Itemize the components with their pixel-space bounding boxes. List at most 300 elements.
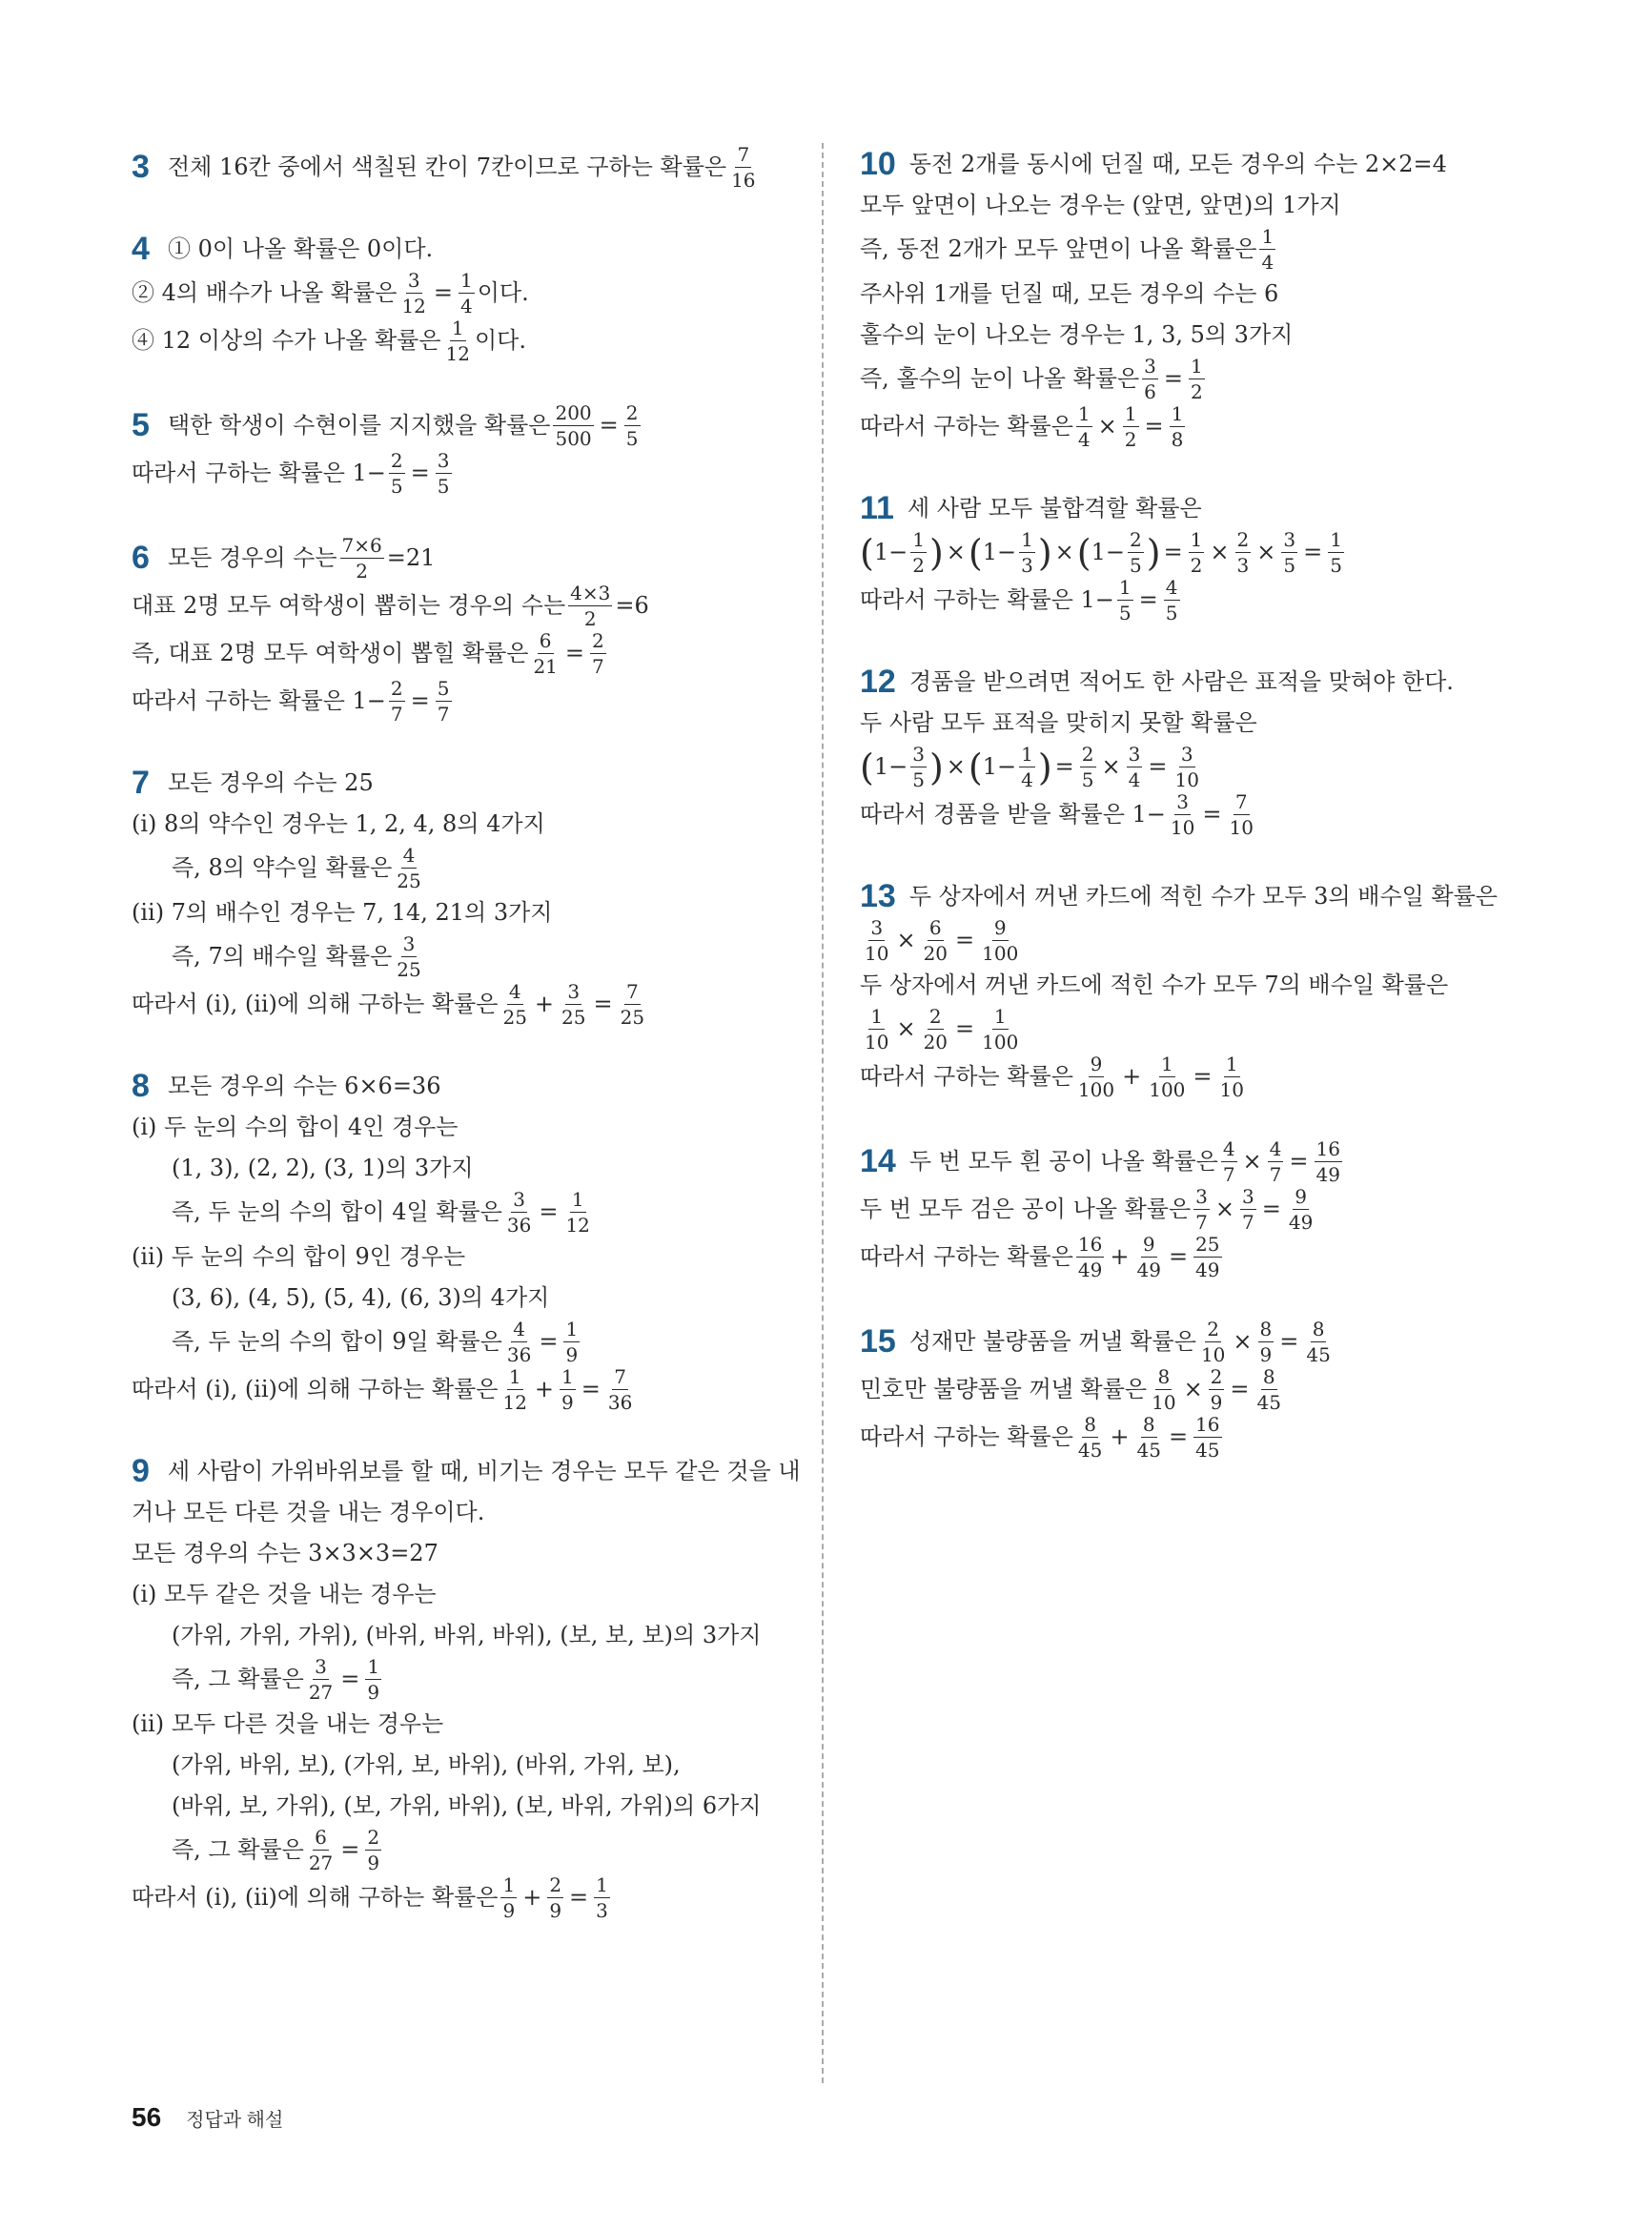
- denominator: 5: [625, 427, 639, 450]
- numerator: 4×3: [570, 582, 611, 604]
- fraction: [436, 450, 452, 497]
- fraction: [1199, 1319, 1227, 1365]
- denominator: 5: [1330, 554, 1342, 577]
- numerator: 2: [928, 1005, 942, 1028]
- fraction: [1019, 529, 1035, 576]
- text: 두 상자에서 꺼낸 카드에 적힌 수가 모두 3의 배수일 확률은: [908, 882, 1498, 910]
- fraction: [729, 144, 757, 191]
- fraction: [1150, 1366, 1177, 1413]
- solution-line: [860, 274, 1527, 314]
- text: ② 4의 배수가 나올 확률은: [132, 279, 398, 307]
- denominator: 10: [1219, 1078, 1244, 1101]
- problem-7: [132, 763, 799, 1028]
- fraction: [389, 450, 405, 497]
- numerator: 7×6: [341, 534, 382, 557]
- problem-10: [860, 144, 1527, 450]
- numerator: 1: [571, 1188, 584, 1211]
- solution-line: ( 1− $\frac{3}{5}$ ) × ( 1− $\frac{1}{4}$ ) = $\frac{2}{5}$ × $\frac{3}{4}$ = $\frac{3}{10}$: [860, 743, 1199, 791]
- text: (ⅰ) 8의 약수인 경우는 1, 2, 4, 8의 4가지: [132, 809, 545, 837]
- numerator: 1: [367, 1655, 380, 1678]
- numerator: 2: [1210, 1365, 1223, 1388]
- solution-line: 따라서 경품을 받을 확률은 1− $\frac{3}{10}$ = $\frac{7}{10}$: [860, 790, 1254, 839]
- numerator: 25: [1195, 1233, 1220, 1256]
- text: (ⅱ) 모두 다른 것을 내는 경우는: [132, 1709, 444, 1737]
- column-divider: [822, 143, 824, 2083]
- fraction: [1127, 744, 1143, 790]
- numerator: 3: [870, 916, 884, 939]
- solution-line: [860, 876, 1527, 916]
- solution-line: [132, 535, 799, 582]
- text: 두 번 모두 검은 공이 나올 확률은: [860, 1196, 1192, 1223]
- solution-line: [860, 226, 1527, 273]
- text: 따라서 (ⅰ), (ⅱ)에 의해 구하는 확률은: [132, 1884, 499, 1912]
- problem-3: [132, 144, 799, 191]
- problem-number: 13: [860, 877, 896, 914]
- problem-number: 10: [860, 145, 896, 182]
- text: 경품을 받으려면 적어도 한 사람은 표적을 맞혀야 한다.: [908, 667, 1454, 695]
- text: 두 상자에서 꺼낸 카드에 적힌 수가 모두 7의 배수일 확률은: [860, 971, 1449, 998]
- denominator: 9: [367, 1852, 380, 1874]
- page-number: 56: [132, 2102, 162, 2132]
- numerator: 1: [1330, 528, 1342, 551]
- numerator: 4: [1269, 1137, 1282, 1160]
- solution-line: 따라서 구하는 확률은 1− $\frac{1}{5}$ = $\frac{4}{5}$: [860, 576, 1178, 624]
- denominator: 5: [1165, 602, 1178, 624]
- text: 즉, 그 확률은: [172, 1666, 304, 1693]
- numerator: 2: [390, 677, 403, 700]
- fraction: [863, 917, 890, 964]
- numerator: 2: [390, 449, 403, 472]
- text: 두 번 모두 흰 공이 나올 확률은: [908, 1148, 1218, 1176]
- denominator: 4: [1261, 251, 1275, 274]
- denominator: 100: [982, 1031, 1019, 1054]
- text: 모든 경우의 수는 3×3×3=27: [132, 1539, 438, 1566]
- text: 모두 앞면이 나오는 경우는 (앞면, 앞면)의 1가지: [860, 191, 1341, 218]
- fraction: [910, 744, 927, 790]
- solution-line: [860, 315, 1527, 355]
- numerator: 2: [1130, 528, 1142, 551]
- denominator: 5: [1130, 554, 1142, 577]
- problem-number: 6: [132, 540, 150, 577]
- numerator: 4: [1222, 1137, 1235, 1160]
- denominator: 5: [912, 768, 925, 791]
- solution-line: [860, 144, 1527, 184]
- numerator: 1: [1077, 402, 1091, 425]
- denominator: 20: [923, 942, 948, 965]
- numerator: 8: [1262, 1365, 1275, 1388]
- numerator: 1: [1171, 402, 1184, 425]
- fraction: [531, 630, 559, 677]
- denominator: 10: [1170, 816, 1195, 839]
- fraction: [1164, 577, 1180, 624]
- text: 따라서 경품을 받을 확률은 1−: [860, 801, 1166, 829]
- numerator: 3: [513, 1188, 525, 1211]
- numerator: 2: [1081, 743, 1094, 766]
- numerator: 8: [1259, 1318, 1273, 1340]
- solution-line: 따라서 구하는 확률은 $\frac{8}{45}$ + $\frac{8}{45}$ = $\frac{16}{45}$: [860, 1413, 1220, 1462]
- fraction: [922, 1006, 949, 1053]
- denominator: 100: [1077, 1078, 1115, 1101]
- text: 택한 학생이 수현이를 지지했을 확률은: [168, 412, 551, 440]
- denominator: 10: [1200, 1343, 1226, 1366]
- numerator: 3: [1144, 355, 1156, 378]
- solution-line: [860, 965, 1527, 1005]
- solution-line: [132, 804, 799, 844]
- fraction: [1209, 1366, 1225, 1413]
- denominator: 5: [437, 475, 450, 498]
- fraction: [1128, 529, 1144, 576]
- solution-line: $\frac{3}{10}$ × $\frac{6}{20}$ = $\frac{9}{100}$: [865, 916, 1019, 965]
- fraction: [1221, 1138, 1237, 1185]
- denominator: 2: [1190, 554, 1203, 577]
- text: 즉, 두 눈의 수의 합이 4일 확률은: [172, 1198, 502, 1226]
- fraction: [1189, 529, 1205, 576]
- denominator: 9: [502, 1899, 516, 1922]
- denominator: 45: [1195, 1439, 1220, 1462]
- fraction: [863, 1006, 890, 1053]
- text: 거나 모든 다른 것을 내는 경우이다.: [132, 1498, 485, 1525]
- numerator: 2: [1236, 528, 1250, 551]
- solution-line: ( 1− $\frac{1}{2}$ ) × ( 1− $\frac{1}{3}$ ) × ( 1− $\frac{2}{5}$ ) = $\frac{1}{2}$ × $\frac{2}{3}$ × $\frac{3}{5}$ = $\frac{1}{5}$: [860, 528, 1342, 577]
- solution-line: 두 번 모두 검은 공이 나올 확률은 $\frac{3}{7}$ × $\frac{3}{7}$ = $\frac{9}{49}$: [860, 1185, 1314, 1234]
- denominator: 12: [401, 295, 426, 317]
- text: 따라서 구하는 확률은: [860, 1243, 1073, 1271]
- denominator: 2: [1124, 428, 1137, 451]
- fraction: [1255, 1366, 1283, 1413]
- fraction: [980, 917, 1020, 964]
- text: =21: [386, 544, 436, 572]
- text: (가위, 가위, 가위), (바위, 바위, 바위), (보, 보, 보)의 3가지: [172, 1621, 762, 1648]
- denominator: 20: [923, 1031, 948, 1054]
- denominator: 21: [533, 655, 558, 678]
- numerator: 16: [1195, 1413, 1220, 1436]
- fraction: [1117, 577, 1133, 624]
- solution-line: [132, 1066, 799, 1106]
- denominator: 49: [1315, 1163, 1340, 1186]
- solution-line: [132, 317, 799, 364]
- fraction: [910, 529, 927, 576]
- solution-line: [132, 892, 799, 932]
- problem-number: 4: [132, 230, 150, 267]
- numerator: 3: [1128, 743, 1141, 766]
- text: (바위, 보, 가위), (보, 가위, 바위), (보, 바위, 가위)의 6가지: [172, 1791, 762, 1819]
- fraction: [505, 1189, 533, 1236]
- numerator: 7: [625, 980, 639, 1003]
- denominator: 9: [1210, 1391, 1223, 1414]
- numerator: 8: [1084, 1413, 1097, 1436]
- fraction: [505, 1319, 533, 1365]
- fraction: [365, 1656, 381, 1703]
- text: 세 사람이 가위바위보를 할 때, 비기는 경우는 모두 같은 것을 내: [168, 1457, 801, 1484]
- fraction: [1193, 1414, 1221, 1461]
- text: 동전 2개를 동시에 던질 때, 모든 경우의 수는 2×2=4: [908, 150, 1447, 177]
- numerator: 1: [1190, 528, 1203, 551]
- fraction: [1080, 744, 1096, 790]
- numerator: 6: [315, 1826, 327, 1849]
- problem-number: 9: [132, 1452, 150, 1489]
- fraction: [1076, 1234, 1104, 1280]
- solution-line: [132, 1451, 799, 1491]
- denominator: 25: [502, 1006, 527, 1029]
- problem-15: [860, 1319, 1527, 1461]
- denominator: 25: [397, 958, 421, 981]
- problem-number: 15: [860, 1323, 896, 1361]
- denominator: 2: [1191, 380, 1203, 403]
- solution-line: [860, 703, 1527, 743]
- fraction: [1076, 1054, 1116, 1100]
- fraction: [444, 317, 472, 364]
- text: (ⅰ) 두 눈의 수의 합이 4인 경우는: [132, 1113, 459, 1140]
- numerator: 8: [1157, 1365, 1171, 1388]
- solution-line: [860, 185, 1527, 225]
- problem-13: [860, 876, 1527, 1100]
- solution-line: [132, 1237, 799, 1277]
- denominator: 2: [912, 554, 925, 577]
- denominator: 16: [731, 169, 756, 192]
- solution-line: [132, 1148, 799, 1188]
- solution-line: [132, 763, 799, 803]
- denominator: 45: [1136, 1439, 1161, 1462]
- numerator: 1: [502, 1873, 516, 1896]
- denominator: 9: [549, 1899, 562, 1922]
- denominator: 36: [506, 1214, 532, 1237]
- denominator: 25: [397, 869, 421, 892]
- solution-line: $\frac{1}{10}$ × $\frac{2}{20}$ = $\frac{1}{100}$: [865, 1005, 1019, 1054]
- fraction: [500, 1366, 528, 1413]
- numerator: 3: [1283, 528, 1296, 551]
- solution-line: ② 4의 배수가 나올 확률은 $\frac{3}{12}$ = $\frac{1}{4}$ 이다.: [132, 269, 529, 317]
- numerator: 3: [1176, 790, 1190, 813]
- denominator: 7: [1195, 1211, 1208, 1234]
- numerator: 9: [1295, 1185, 1307, 1208]
- fraction: [1240, 1186, 1256, 1233]
- text: (ⅱ) 두 눈의 수의 합이 9인 경우는: [132, 1242, 466, 1270]
- denominator: 4: [1128, 768, 1141, 791]
- numerator: 4: [508, 980, 521, 1003]
- denominator: 10: [1174, 768, 1199, 791]
- text: 따라서 구하는 확률은: [860, 1063, 1073, 1091]
- numerator: 3: [567, 980, 581, 1003]
- fraction: [560, 1366, 576, 1413]
- fraction: [1169, 791, 1196, 838]
- fraction: [1076, 403, 1092, 450]
- solution-line: 따라서 (ⅰ), (ⅱ)에 의해 구하는 확률은 $\frac{1}{12}$ + $\frac{1}{9}$ = $\frac{7}{36}$: [132, 1365, 633, 1414]
- numerator: 6: [539, 629, 552, 652]
- fraction: [500, 981, 528, 1028]
- text: (ⅱ) 7의 배수인 경우는 7, 14, 21의 3가지: [132, 898, 553, 926]
- denominator: 4: [460, 295, 473, 317]
- solution-line: [132, 845, 799, 891]
- denominator: 27: [308, 1681, 334, 1704]
- text: 이다.: [477, 279, 529, 307]
- solution-line: [132, 1278, 799, 1318]
- fraction: [922, 917, 949, 964]
- denominator: 49: [1288, 1211, 1314, 1234]
- solution-line: 따라서 구하는 확률은 $\frac{1}{4}$ × $\frac{1}{2}$ = $\frac{1}{8}$: [860, 402, 1184, 451]
- fraction: [1258, 1319, 1275, 1365]
- right-column: [860, 143, 1527, 1499]
- denominator: 7: [1269, 1163, 1282, 1186]
- text: 따라서 구하는 확률은: [860, 1423, 1073, 1451]
- denominator: 9: [565, 1343, 579, 1366]
- denominator: 8: [1171, 428, 1184, 451]
- numerator: 8: [1142, 1413, 1155, 1436]
- solution-line: 즉, 대표 2명 모두 여학생이 뽑힐 확률은 $\frac{6}{21}$ = $\frac{2}{7}$: [132, 629, 604, 678]
- text: 대표 2명 모두 여학생이 뽑히는 경우의 수는: [132, 592, 566, 620]
- numerator: 1: [870, 1005, 884, 1028]
- denominator: 12: [565, 1214, 590, 1237]
- denominator: 3: [1021, 554, 1033, 577]
- denominator: 10: [865, 942, 889, 965]
- text: 즉, 그 확률은: [172, 1836, 304, 1864]
- text: 즉, 홀수의 눈이 나올 확률은: [860, 365, 1140, 393]
- fraction: [1193, 1234, 1221, 1280]
- fraction: [1281, 529, 1297, 576]
- denominator: 9: [561, 1391, 574, 1414]
- numerator: 1: [1191, 355, 1203, 378]
- denominator: 4: [1077, 428, 1091, 451]
- problem-12: [860, 662, 1527, 838]
- solution-line: 따라서 구하는 확률은 $\frac{9}{100}$ + $\frac{1}{100}$ = $\frac{1}{10}$: [860, 1053, 1244, 1101]
- numerator: 7: [737, 143, 750, 166]
- problem-number: 5: [132, 407, 150, 444]
- fraction: [1134, 1234, 1162, 1280]
- text: 주사위 1개를 던질 때, 모든 경우의 수는 6: [860, 279, 1279, 307]
- denominator: 100: [1149, 1078, 1186, 1101]
- problem-8: [132, 1066, 799, 1413]
- text: =6: [615, 592, 649, 620]
- denominator: 10: [865, 1031, 889, 1054]
- numerator: 2: [592, 629, 604, 652]
- text: (ⅰ) 모두 같은 것을 내는 경우는: [132, 1580, 437, 1607]
- problem-14: [860, 1138, 1527, 1280]
- problem-9: [132, 1451, 799, 1921]
- numerator: 6: [928, 916, 942, 939]
- numerator: 7: [614, 1365, 626, 1388]
- fraction: [459, 270, 475, 317]
- page-section-title: 정답과 해설: [186, 2110, 284, 2131]
- numerator: 8: [1312, 1318, 1325, 1340]
- denominator: 5: [1118, 602, 1132, 624]
- fraction: [1134, 1414, 1162, 1461]
- numerator: 9: [1142, 1233, 1155, 1256]
- fraction: [436, 678, 452, 725]
- fraction: [1193, 1186, 1210, 1233]
- fraction: [553, 402, 593, 449]
- denominator: 27: [308, 1852, 334, 1874]
- fraction: [1304, 1319, 1332, 1365]
- denominator: 45: [1256, 1391, 1281, 1414]
- fraction: [547, 1874, 563, 1921]
- solution-line: 따라서 구하는 확률은 1− $\frac{2}{5}$ = $\frac{3}{5}$: [132, 449, 450, 498]
- denominator: 7: [592, 655, 604, 678]
- text: 즉, 7의 배수일 확률은: [172, 943, 393, 971]
- fraction: [624, 402, 641, 449]
- text: 홀수의 눈이 나오는 경우는 1, 3, 5의 3가지: [860, 320, 1294, 348]
- numerator: 3: [1242, 1185, 1254, 1208]
- text: 즉, 8의 약수일 확률은: [172, 854, 393, 882]
- numerator: 1: [1124, 402, 1137, 425]
- text: ④ 12 이상의 수가 나올 확률은: [132, 327, 441, 355]
- solution-line: 따라서 구하는 확률은 1− $\frac{2}{7}$ = $\frac{5}{7}$: [132, 677, 450, 726]
- solution-line: [132, 1574, 799, 1614]
- text: 따라서 구하는 확률은 1−: [132, 460, 386, 487]
- numerator: 1: [912, 528, 925, 551]
- solution-line: [132, 1704, 799, 1744]
- denominator: 4: [1021, 768, 1033, 791]
- problem-number: 8: [132, 1067, 150, 1104]
- text: 민호만 불량품을 꺼낼 확률은: [860, 1376, 1148, 1403]
- fraction: [590, 630, 606, 677]
- left-column: [132, 143, 799, 1959]
- fraction: [307, 1656, 335, 1703]
- denominator: 2: [356, 560, 369, 583]
- fraction: [563, 1189, 591, 1236]
- fraction: [1268, 1138, 1284, 1185]
- text: 따라서 구하는 확률은: [860, 413, 1073, 440]
- numerator: 1: [1118, 576, 1132, 599]
- numerator: 3: [437, 449, 450, 472]
- denominator: 7: [437, 703, 450, 726]
- numerator: 2: [1207, 1318, 1220, 1340]
- text: 따라서 (ⅰ), (ⅱ)에 의해 구하는 확률은: [132, 991, 499, 1018]
- problem-11: [860, 488, 1527, 624]
- problem-5: [132, 402, 799, 497]
- solution-line: 즉, 그 확률은 $\frac{6}{27}$ = $\frac{2}{9}$: [172, 1826, 380, 1874]
- denominator: 100: [982, 942, 1019, 965]
- fraction: [500, 1874, 517, 1921]
- solution-line: [132, 583, 799, 629]
- fraction: [1235, 529, 1252, 576]
- solution-line: 따라서 (ⅰ), (ⅱ)에 의해 구하는 확률은 $\frac{4}{25}$ + $\frac{3}{25}$ = $\frac{7}{25}$: [132, 980, 645, 1029]
- denominator: 7: [1222, 1163, 1235, 1186]
- denominator: 49: [1077, 1258, 1103, 1281]
- denominator: 36: [506, 1343, 532, 1366]
- solution-line: [132, 1786, 799, 1826]
- numerator: 4: [513, 1318, 525, 1340]
- denominator: 7: [1242, 1211, 1254, 1234]
- fraction: [1173, 744, 1200, 790]
- fraction: [1218, 1054, 1246, 1100]
- text: 따라서 구하는 확률은 1−: [132, 687, 386, 715]
- text: 세 사람 모두 불합격할 확률은: [907, 494, 1202, 522]
- problem-number: 12: [860, 663, 896, 700]
- text: (가위, 바위, 보), (가위, 보, 바위), (바위, 가위, 보),: [172, 1750, 681, 1778]
- denominator: 6: [1144, 380, 1156, 403]
- fraction: [619, 981, 646, 1028]
- problem-6: [132, 535, 799, 725]
- solution-line: [132, 144, 799, 191]
- denominator: 5: [1081, 768, 1094, 791]
- text: 전체 16칸 중에서 색칠된 칸이 7칸이므로 구하는 확률은: [168, 153, 727, 181]
- fraction: [1315, 1138, 1342, 1185]
- solution-line: [860, 488, 1527, 528]
- fraction: [399, 270, 427, 317]
- problem-number: 3: [132, 149, 150, 186]
- fraction: [563, 1319, 580, 1365]
- fraction: [1227, 791, 1254, 838]
- text: 모든 경우의 수는 6×6=36: [168, 1072, 441, 1099]
- denominator: 2: [583, 607, 597, 630]
- problem-number: 11: [860, 489, 894, 526]
- solution-line: [132, 1533, 799, 1573]
- denominator: 9: [1259, 1343, 1273, 1366]
- text: 즉, 두 눈의 수의 합이 9일 확률은: [172, 1328, 502, 1356]
- solution-line: [860, 662, 1527, 702]
- solution-line: 즉, 두 눈의 수의 합이 9일 확률은 $\frac{4}{36}$ = $\frac{1}{9}$: [172, 1318, 579, 1366]
- fraction: [395, 933, 422, 980]
- numerator: 1: [1160, 1053, 1173, 1075]
